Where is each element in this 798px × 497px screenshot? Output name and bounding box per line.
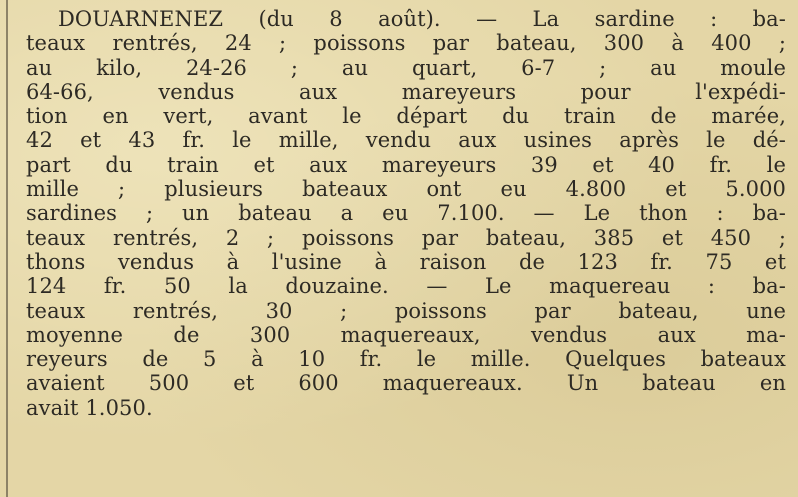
article-line-10: teaux rentrés, 2 ; poissons par bateau, 385 et 450 ; [26,225,786,250]
article-line-9: sardines ; un bateau a eu 7.100. — Le thon : ba- [26,201,786,226]
article-line-12: 124 fr. 50 la douzaine. — Le maquereau : ba- [26,274,786,299]
article-line-11: thons vendus à l'usine à raison de 123 fr. 75 et [26,249,786,274]
column-rule [6,0,8,497]
article-line-5: tion en vert, avant le départ du train de marée, [26,104,786,129]
news-article [26,7,786,420]
article-line-8: mille ; plusieurs bateaux ont eu 4.800 et 5.000 [26,177,786,202]
article-line-1: DOUARNENEZ (du 8 août). — La sardine : ba- [58,7,786,31]
article-line-4: 64-66, vendus aux mareyeurs pour l'expédi- [26,79,786,104]
article-line-16: avaient 500 et 600 maquereaux. Un bateau en [26,371,786,396]
article-line-6: 42 et 43 fr. le mille, vendu aux usines après le dé- [26,128,786,153]
article-line-14: moyenne de 300 maquereaux, vendus aux ma- [26,322,786,347]
article-line-15: reyeurs de 5 à 10 fr. le mille. Quelques bateaux [26,347,786,372]
article-line-13: teaux rentrés, 30 ; poissons par bateau, une [26,298,786,323]
article-line-2: teaux rentrés, 24 ; poissons par bateau, 300 à 400 ; [26,31,786,56]
article-line-17: avait 1.050. [26,395,153,420]
article-line-3: au kilo, 24-26 ; au quart, 6-7 ; au moule [26,55,786,80]
article-line-7: part du train et aux mareyeurs 39 et 40 fr. le [26,152,786,177]
